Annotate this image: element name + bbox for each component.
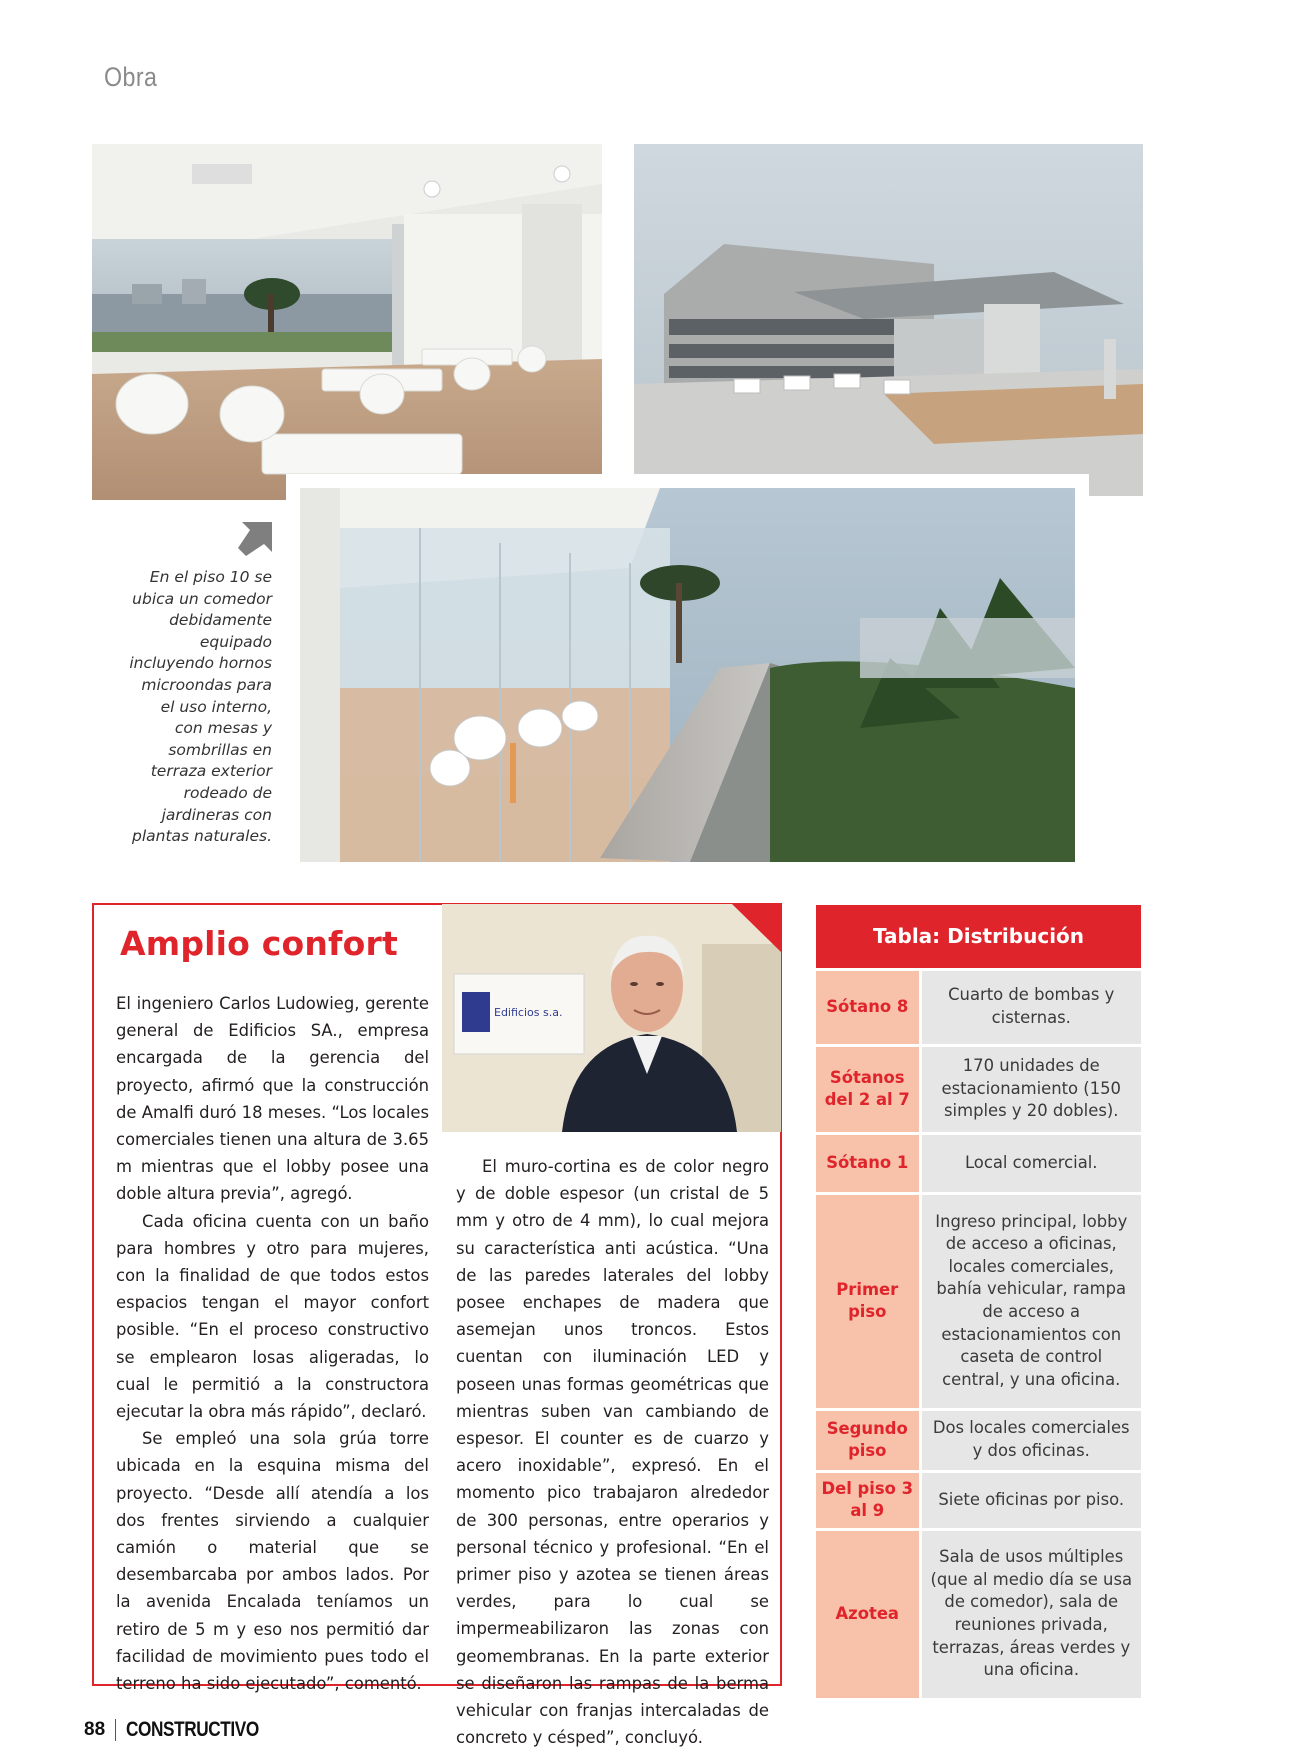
table-row xyxy=(816,1529,1141,1699)
level-cell: Azotea xyxy=(816,1529,920,1699)
caption-line: con mesas y xyxy=(174,719,272,738)
footer-divider xyxy=(115,1719,116,1741)
sign-text: Edificios s.a. xyxy=(494,1006,563,1019)
arrow-up-right-icon xyxy=(238,522,272,556)
caption-line: microondas para xyxy=(141,675,272,694)
caption-line: jardineras con xyxy=(161,805,272,824)
level-cell: Sótanos del 2 al 7 xyxy=(816,1045,920,1133)
level-cell: Del piso 3 al 9 xyxy=(816,1471,920,1529)
description-cell: Siete oficinas por piso. xyxy=(920,1471,1141,1529)
caption-line: ubica un comedor xyxy=(132,589,272,608)
magazine-name: CONSTRUCTIVO xyxy=(126,1718,259,1741)
table-title: Tabla: Distribución xyxy=(816,905,1141,969)
engineer-portrait-photo xyxy=(442,904,781,1132)
description-cell: Sala de usos múltiples (que al medio día se usa de comedor), sala de reuniones privada, terrazas, áreas verdes y una oficina. xyxy=(920,1529,1141,1699)
article-paragraph: El muro-cortina es de color negro y de doble espesor (un cristal de 5 mm y otro de 4 mm), lo cual mejora su característica anti acústica. “Una de las paredes laterales del lobby posee enchapes de madera que asemejan unos troncos. Estos cuentan con iluminación LED y poseen unas formas geométricas que mientras suben van cambiando de espesor. El counter es de cuarzo y acero inoxidable”, expresó. En el momento pico trabajaron alrededor de 300 personas, entre operarios y personal técnico y profesional. “En el primer piso y azotea se tienen áreas verdes, para lo cual se impermeabilizaron las zonas con geomembranas. En la parte exterior se diseñaron las rampas de la berma vehicular con franjas intercaladas de concreto y césped”, concluyó. xyxy=(456,1157,769,1748)
caption-line: debidamente xyxy=(169,611,272,630)
caption-line: el uso interno, xyxy=(160,697,272,716)
dining-room-photo xyxy=(92,144,602,500)
table-row xyxy=(816,1133,1141,1193)
table-row xyxy=(816,1045,1141,1133)
table-row xyxy=(816,1471,1141,1529)
description-cell: Cuarto de bombas y cisternas. xyxy=(920,969,1141,1045)
glass-terrace-photo xyxy=(300,488,1075,862)
table-row xyxy=(816,969,1141,1045)
article-title: Amplio confort xyxy=(120,924,398,963)
article-paragraph: Cada oficina cuenta con un baño para hombres y otro para mujeres, con la finalidad de que todos estos espacios tengan el mayor confort posible. “En el proceso constructivo se emplearon losas aligeradas, lo cual le permitió a la constructora ejecutar la obra más rápido”, declaró. xyxy=(116,1211,429,1422)
caption-line: incluyendo hornos xyxy=(129,654,272,673)
article-paragraph: El ingeniero Carlos Ludowieg, gerente general de Edificios SA., empresa encargada de la gerencia del proyecto, afirmó que la construcción de Amalfi duró 18 meses. “Los locales comerciales tienen una altura de 3.65 m mientras que el lobby posee una doble altura previa”, agregó. xyxy=(116,994,429,1204)
article-column-2 xyxy=(456,1153,769,1751)
rooftop-terrace-photo xyxy=(634,144,1143,496)
description-cell: Ingreso principal, lobby de acceso a oficinas, locales comerciales, bahía vehicular, rampa de acceso a estacionamientos con caseta de control central, y una oficina. xyxy=(920,1193,1141,1409)
page-footer xyxy=(84,1718,288,1742)
section-label: Obra xyxy=(104,62,158,92)
caption-line: En el piso 10 se xyxy=(149,568,272,586)
caption-line: terraza exterior xyxy=(150,762,272,781)
level-cell: Segundo piso xyxy=(816,1409,920,1471)
level-cell: Sótano 8 xyxy=(816,969,920,1045)
distribution-table xyxy=(816,905,1141,1701)
table-row xyxy=(816,1409,1141,1471)
table-row xyxy=(816,1193,1141,1409)
caption-line: equipado xyxy=(199,632,272,651)
level-cell: Sótano 1 xyxy=(816,1133,920,1193)
article-column-1 xyxy=(116,990,429,1697)
photo-caption xyxy=(112,567,272,848)
caption-line: plantas naturales. xyxy=(132,827,272,846)
caption-line: sombrillas en xyxy=(168,740,272,759)
caption-line: rodeado de xyxy=(183,783,272,802)
level-cell: Primer piso xyxy=(816,1193,920,1409)
description-cell: 170 unidades de estacionamiento (150 simples y 20 dobles). xyxy=(920,1045,1141,1133)
page-number: 88 xyxy=(84,1719,106,1740)
article-paragraph: Se empleó una sola grúa torre ubicada en la esquina misma del proyecto. “Desde allí atendía a los dos frentes sirviendo a cualquier camión o material que se desembarcaba por ambos lados. Por la avenida Encalada teníamos un retiro de 5 m y eso nos permitió dar facilidad de movimiento pues todo el terreno ha sido ejecutado”, comentó. xyxy=(116,1429,429,1694)
description-cell: Local comercial. xyxy=(920,1133,1141,1193)
description-cell: Dos locales comerciales y dos oficinas. xyxy=(920,1409,1141,1471)
